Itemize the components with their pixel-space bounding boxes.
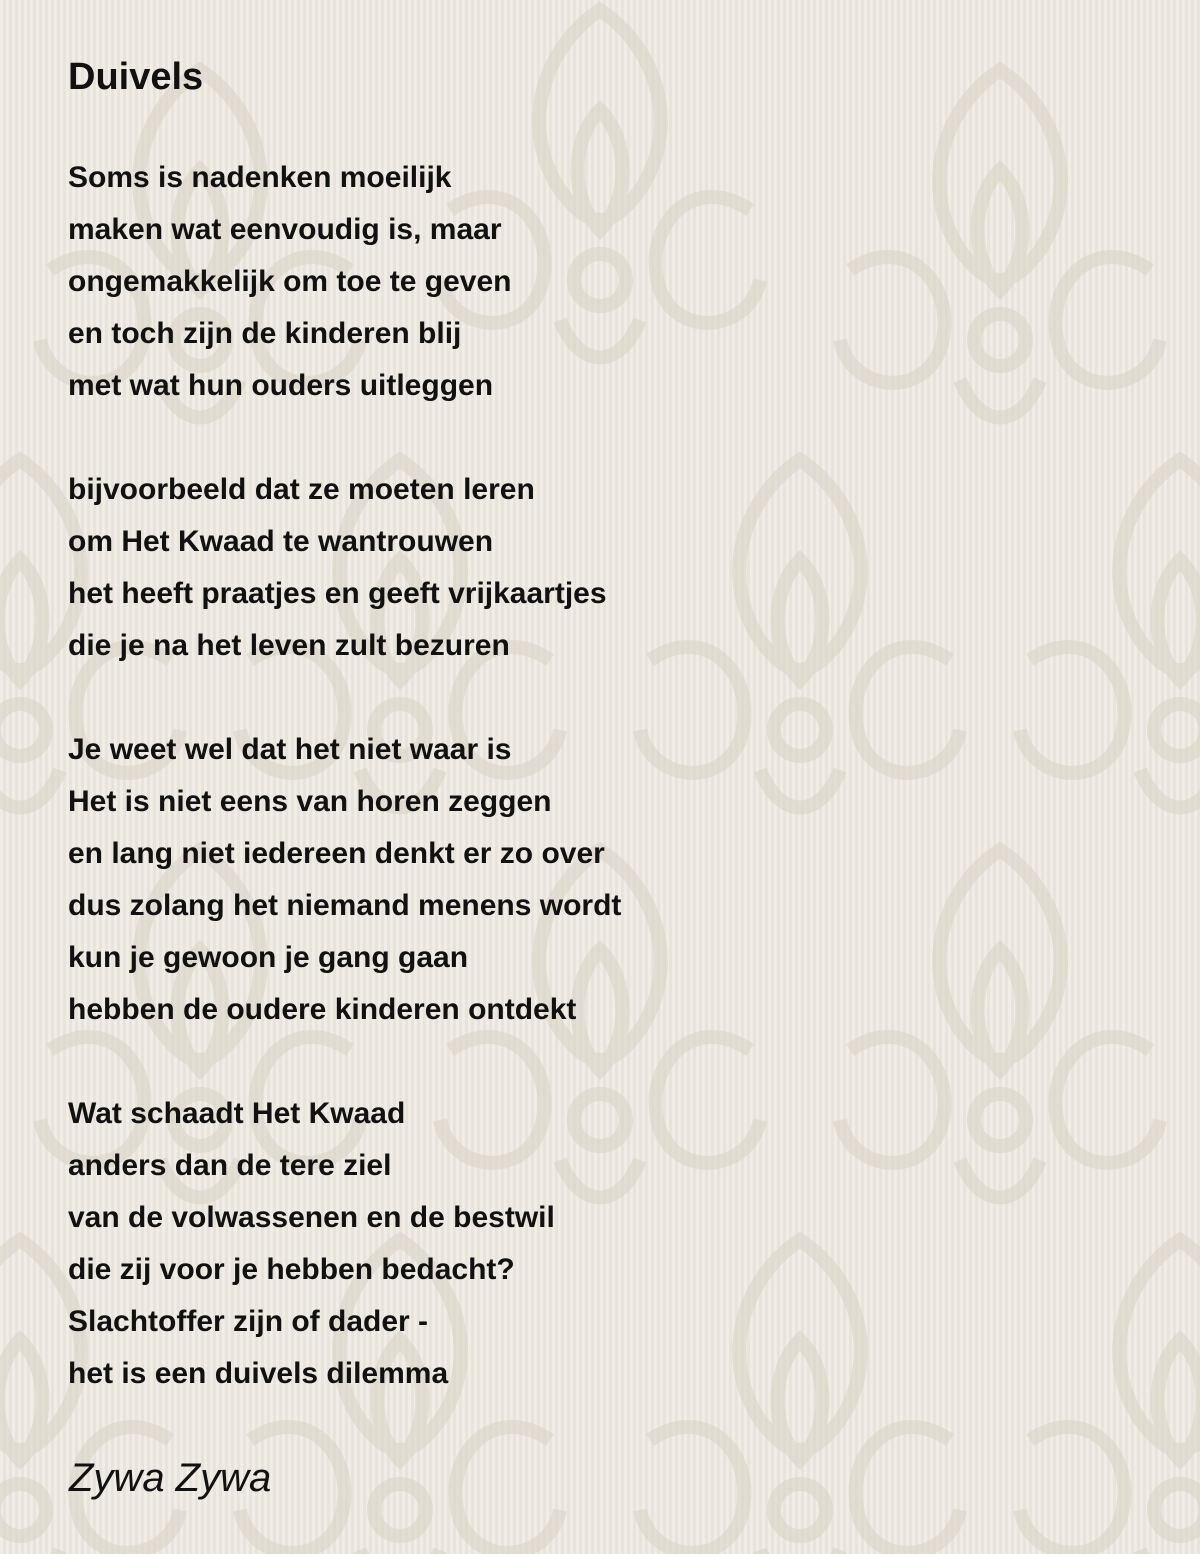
poem-line: die zij voor je hebben bedacht? [68,1253,515,1286]
poem-container [68,52,1128,1499]
poem-stanza [68,464,1128,672]
poem-line: met wat hun ouders uitleggen [68,369,494,402]
poem-line: hebben de oudere kinderen ontdekt [68,993,577,1026]
poem-line: Wat schaadt Het Kwaad [68,1097,406,1130]
poem-title: Duivels [68,56,204,98]
poem-stanza [68,724,1128,1036]
poem-author: Zywa Zywa [69,1456,272,1500]
poem-line: het is een duivels dilemma [68,1357,449,1390]
poem-body [68,161,1128,1447]
poem-line: en toch zijn de kinderen blij [68,317,462,350]
poem-line: Het is niet eens van horen zeggen [68,785,552,818]
poem-line: ongemakkelijk om toe te geven [68,265,512,298]
poem-line: en lang niet iedereen denkt er zo over [68,837,605,870]
poem-line: Soms is nadenken moeilijk [68,161,452,194]
poem-line: Slachtoffer zijn of dader - [68,1305,429,1338]
poem-line: van de volwassenen en de bestwil [68,1201,555,1234]
poem-line: het heeft praatjes en geeft vrijkaartjes [68,577,607,610]
poem-line: kun je gewoon je gang gaan [68,941,469,974]
poem-line: om Het Kwaad te wantrouwen [68,525,494,558]
poem-line: die je na het leven zult bezuren [68,629,510,662]
poem-line: dus zolang het niemand menens wordt [68,889,622,922]
poem-line: bijvoorbeeld dat ze moeten leren [68,473,535,506]
poem-stanza [68,1088,1128,1400]
poem-line: Je weet wel dat het niet waar is [68,733,512,766]
poem-line: anders dan de tere ziel [68,1149,392,1182]
poem-line: maken wat eenvoudig is, maar [68,213,502,246]
poem-stanza [68,152,1128,412]
